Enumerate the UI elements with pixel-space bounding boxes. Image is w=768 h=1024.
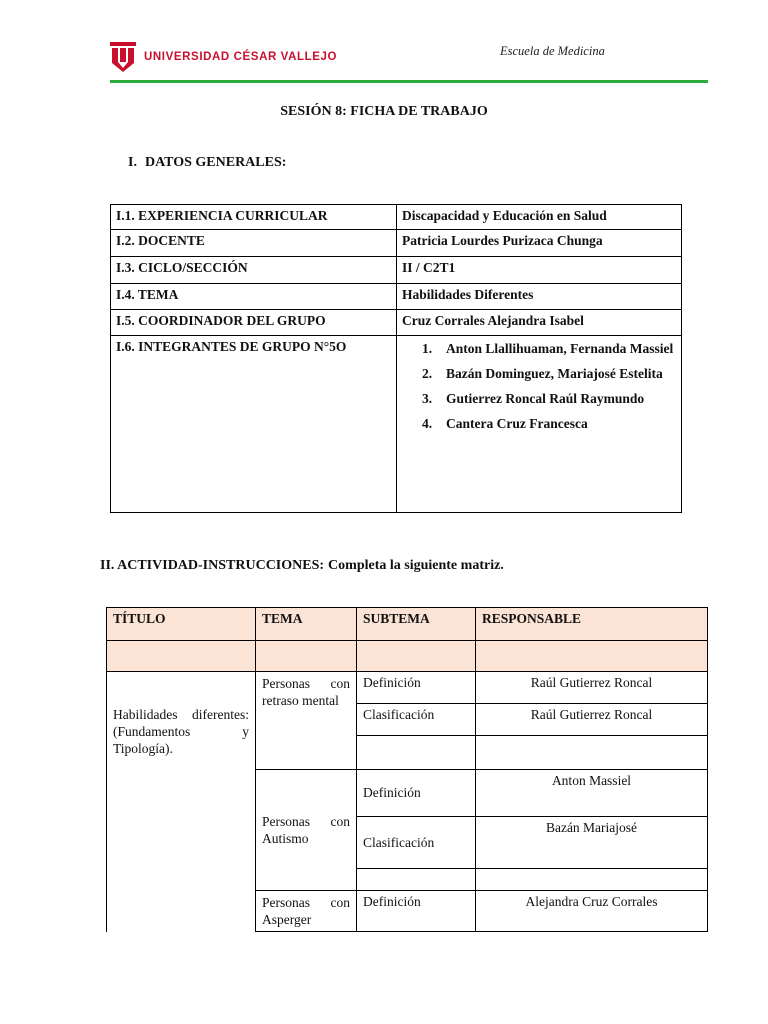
responsable-cell: Raúl Gutierrez Roncal [476,672,708,704]
section1-heading [128,155,286,171]
subtema-cell [357,869,476,891]
table-row [107,672,708,704]
row-value: Cruz Corrales Alejandra Isabel [397,310,682,336]
section1-title: DATOS GENERALES: [144,155,287,170]
header-subtema: SUBTEMA [357,608,476,641]
table-row [111,230,682,257]
row-value: Patricia Lourdes Purizaca Chunga [397,230,682,257]
row-label: I.6. INTEGRANTES DE GRUPO N°5O [111,336,397,513]
row-label: I.4. TEMA [111,284,397,310]
page-title: SESIÓN 8: FICHA DE TRABAJO [280,104,488,119]
responsable-cell: Raúl Gutierrez Roncal [476,704,708,736]
responsable-cell [476,736,708,770]
subtema-cell: Clasificación [357,817,476,869]
table-row [111,284,682,310]
matrix-header-row [107,608,708,641]
subtema-cell: Clasificación [357,704,476,736]
section2-heading [100,558,504,574]
row-value: II / C2T1 [397,257,682,284]
members-list [402,336,676,436]
subtema-cell: Definición [357,891,476,932]
tema-cell: Personas con Asperger [256,891,357,932]
members-cell [397,336,682,513]
titulo-cell [107,672,256,932]
row-label: I.5. COORDINADOR DEL GRUPO [111,310,397,336]
responsable-cell [476,869,708,891]
university-name: UNIVERSIDAD CÉSAR VALLEJO [144,51,338,63]
list-item: 1. Anton Llallihuaman, Fernanda Massiel [422,341,674,356]
activity-matrix [106,607,708,932]
page-header [0,0,768,90]
table-row [111,310,682,336]
responsable-cell: Anton Massiel [476,770,708,817]
list-item: 4. Cantera Cruz Francesca [422,416,588,431]
subtema-cell [357,736,476,770]
responsable-cell: Bazán Mariajosé [476,817,708,869]
section2-title: II. ACTIVIDAD-INSTRUCCIONES: [100,558,325,573]
titulo-text: Habilidades diferentes: (Fundamentos y Tipología). [113,707,249,756]
list-item: 2. Bazán Dominguez, Mariajosé Estelita [422,366,663,381]
header-divider [110,80,708,83]
section2-instruction: Completa la siguiente matriz. [328,558,504,573]
university-logo [110,42,337,72]
responsable-cell: Alejandra Cruz Corrales [476,891,708,932]
row-value: Habilidades Diferentes [397,284,682,310]
tema-cell: Personas con retraso mental [256,672,357,770]
table-row [111,205,682,230]
ucv-shield-icon [110,42,136,72]
subtema-cell: Definición [357,672,476,704]
list-item: 3. Gutierrez Roncal Raúl Raymundo [422,391,645,406]
table-row [111,257,682,284]
header-titulo: TÍTULO [107,608,256,641]
row-value: Discapacidad y Educación en Salud [397,205,682,230]
table-row [111,336,682,513]
general-data-table [110,204,682,513]
section1-number: I. [128,155,137,170]
empty-row [107,641,708,672]
row-label: I.1. EXPERIENCIA CURRICULAR [111,205,397,230]
tema-cell: Personas con Autismo [256,770,357,891]
header-responsable: RESPONSABLE [476,608,708,641]
row-label: I.2. DOCENTE [111,230,397,257]
subtema-cell: Definición [357,770,476,817]
header-tema: TEMA [256,608,357,641]
school-name: Escuela de Medicina [500,44,605,58]
row-label: I.3. CICLO/SECCIÓN [111,257,397,284]
